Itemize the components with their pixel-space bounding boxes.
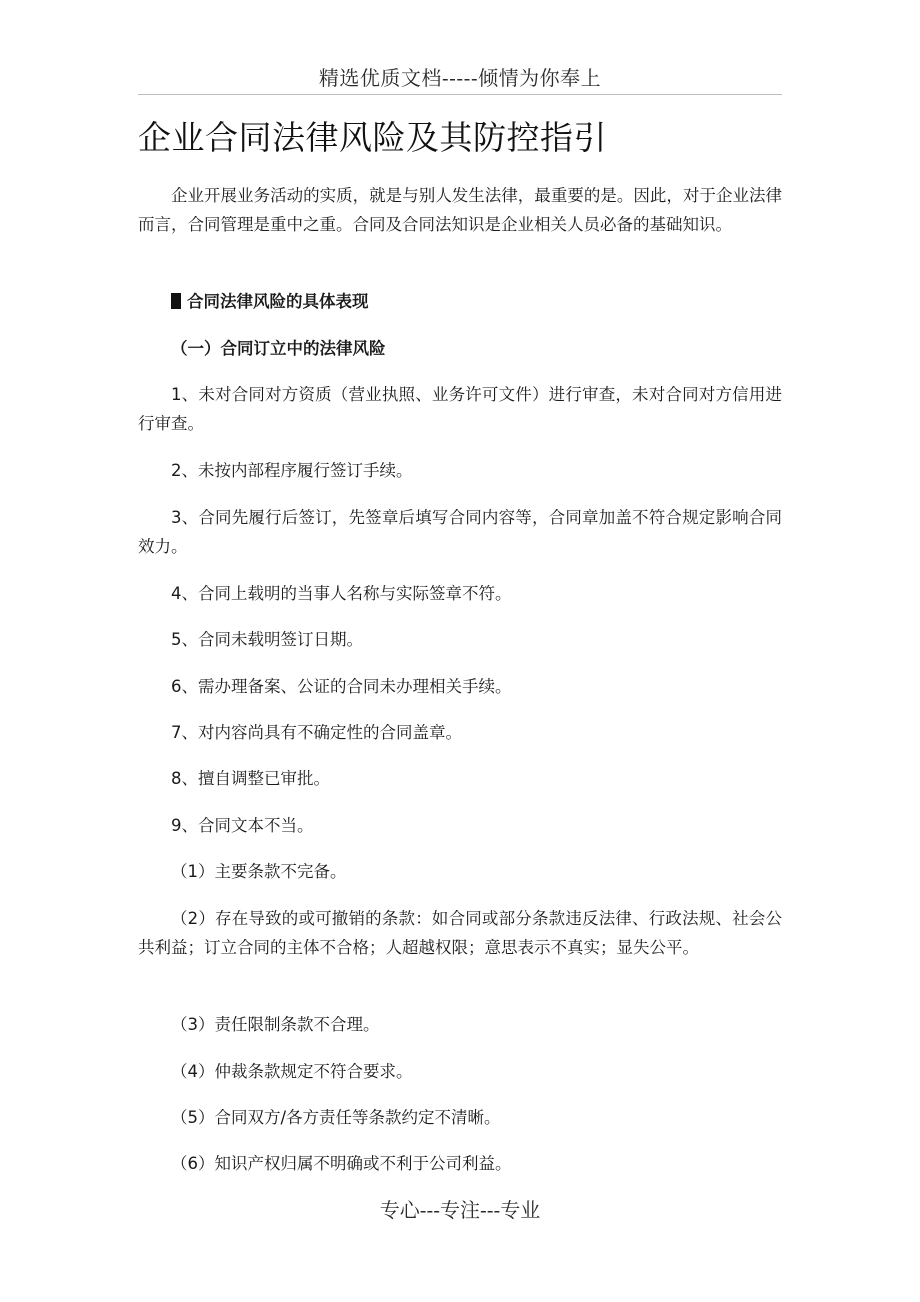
heading-bullet-icon bbox=[171, 293, 181, 309]
list-item: 9、合同文本不当。 bbox=[171, 816, 314, 835]
document-title: 企业合同法律风险及其防控指引 bbox=[138, 118, 607, 157]
subsection-heading: （一）合同订立中的法律风险 bbox=[171, 339, 386, 358]
page-footer: 专心---专注---专业 bbox=[379, 1198, 541, 1222]
sub-list-item: （2）存在导致的或可撤销的条款：如合同或部分条款违反法律、行政法规、社会公共利益；订立合同的主体不合格；人超越权限；意思表示不真实；显失公平。 bbox=[138, 909, 782, 957]
list-item: 3、合同先履行后签订，先签章后填写合同内容等，合同章加盖不符合规定影响合同效力。 bbox=[138, 508, 782, 556]
header-divider bbox=[138, 94, 782, 95]
list-item: 1、未对合同对方资质（营业执照、业务许可文件）进行审查，未对合同对方信用进行审查。 bbox=[138, 385, 782, 433]
list-item: 7、对内容尚具有不确定性的合同盖章。 bbox=[171, 723, 462, 742]
sub-list-item: （6）知识产权归属不明确或不利于公司利益。 bbox=[171, 1154, 512, 1173]
section-heading bbox=[138, 287, 782, 316]
sub-list-item: （5）合同双方/各方责任等条款约定不清晰。 bbox=[171, 1108, 501, 1127]
sub-list-item: （1）主要条款不完备。 bbox=[171, 862, 347, 881]
sub-list-item: （4）仲裁条款规定不符合要求。 bbox=[171, 1062, 413, 1081]
section-heading-text: 合同法律风险的具体表现 bbox=[187, 292, 369, 311]
list-item: 5、合同未载明签订日期。 bbox=[171, 630, 363, 649]
list-item: 8、擅自调整已审批。 bbox=[171, 769, 330, 788]
sub-list-item: （3）责任限制条款不合理。 bbox=[171, 1015, 380, 1034]
list-item: 6、需办理备案、公证的合同未办理相关手续。 bbox=[171, 677, 512, 696]
list-item: 2、未按内部程序履行签订手续。 bbox=[171, 461, 413, 480]
list-item: 4、合同上载明的当事人名称与实际签章不符。 bbox=[171, 584, 512, 603]
page-header: 精选优质文档-----倾情为你奉上 bbox=[318, 66, 602, 90]
intro-paragraph: 企业开展业务活动的实质，就是与别人发生法律，最重要的是。因此，对于企业法律而言，合同管理是重中之重。合同及合同法知识是企业相关人员必备的基础知识。 bbox=[138, 186, 782, 234]
